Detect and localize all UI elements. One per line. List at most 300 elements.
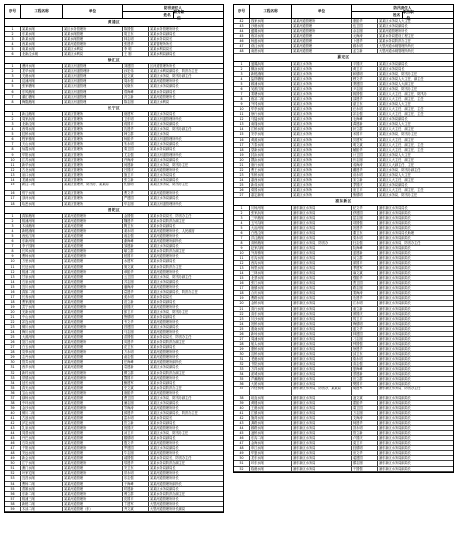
row-unit: 某某区管理所: [63, 132, 123, 136]
row-unit: 某某区水务所: [292, 122, 352, 126]
row-person: 汤卫平: [123, 431, 149, 435]
row-unit: 某某河道管理: [63, 300, 123, 304]
row-no: 26: [234, 188, 250, 192]
row-name: 望新水闸: [250, 148, 292, 152]
row-position: 某某区水务局副局长: [150, 486, 179, 491]
row-person: 喻立群: [123, 249, 149, 253]
row-unit: 某某河道管理: [63, 224, 123, 228]
row-no: 40: [234, 406, 250, 410]
row-position: 某某区人大主任、副主任、主任: [379, 147, 424, 152]
row-person: 魏建华: [123, 219, 149, 223]
row-position: 某某水务局防汛办副主任: [150, 491, 186, 496]
row-name: 川杨河闸: [250, 206, 292, 210]
row-person: 卢国庆: [352, 436, 378, 440]
row-position: 某某水务局防汛办副主任: [150, 370, 186, 375]
row-position: 某某水务局防汛办主任: [150, 264, 182, 269]
row-unit: 某某河道管理: [63, 265, 123, 269]
row-unit: 某某河道管理: [63, 381, 123, 385]
row-unit: 浦东新区水务局: [292, 367, 352, 371]
row-position: 某某河道管理所副所长: [150, 239, 182, 244]
row-person: 邵建华: [352, 97, 378, 101]
row-person: 席国平: [352, 261, 378, 265]
row-no: 22: [234, 312, 250, 316]
table-row: [234, 467, 453, 472]
row-name: 武宁水闸: [21, 305, 63, 309]
row-unit: 浦东新区水务局: [292, 276, 352, 280]
header-unit: 单位: [292, 5, 352, 18]
row-no: 14: [234, 271, 250, 275]
row-unit: 某某河道管理所: [63, 492, 123, 496]
row-unit: 某某河道管理所: [292, 29, 352, 33]
row-no: 5: [5, 47, 21, 51]
row-name: 大治河闸: [250, 226, 292, 230]
row-person: 郎卫平: [123, 310, 149, 314]
row-name: 桃浦二闸: [21, 270, 63, 274]
row-person: 伏志刚: [352, 158, 378, 162]
row-person: 顾永明: [352, 44, 378, 48]
row-no: 5: [5, 84, 21, 88]
row-unit: 浦东新区水务局: [292, 226, 352, 230]
row-position: 大型河道水闸管理所所长: [379, 44, 415, 49]
table-row: [5, 183, 223, 192]
row-no: 1: [5, 27, 21, 31]
row-position: 某某区水务局、防汛办主任: [150, 182, 189, 186]
row-no: 12: [234, 261, 250, 265]
row-name: 宜川水闸: [21, 285, 63, 289]
row-no: 14: [234, 127, 250, 131]
row-person: 冯立新: [123, 95, 149, 99]
row-position: 浦东新区水务局副局长: [379, 377, 411, 382]
row-name: 岚皋水闸: [21, 350, 63, 354]
row-unit: 浦东新区水务局: [292, 246, 352, 250]
row-person: 鲁德明: [123, 315, 149, 319]
row-unit: 浦东新区水务局: [292, 396, 352, 400]
row-name: 龙华水闸: [21, 69, 63, 73]
row-no: 26: [234, 332, 250, 336]
row-position: 浦东新区水务局副局长: [379, 220, 411, 225]
row-person: 奚永明: [123, 295, 149, 299]
row-position: 某某水务局防汛办主任: [379, 39, 411, 44]
row-no: 17: [5, 196, 21, 200]
row-position: 浦东新区水务局副局长: [379, 461, 411, 466]
row-no: 56: [5, 492, 21, 496]
row-position: 某某区人大主任、副主任、主任: [379, 188, 424, 192]
row-position: 某某水务局副局长: [150, 299, 176, 304]
row-name: 申江水闸: [250, 446, 292, 450]
row-name: 戬浜水闸: [250, 158, 292, 162]
row-no: 47: [234, 44, 250, 48]
row-no: 1: [5, 64, 21, 68]
row-person: 华志刚: [123, 202, 149, 206]
row-unit: 浦东新区水务局: [292, 307, 352, 311]
row-name: 金海水闸: [250, 441, 292, 445]
row-name: 石泉水闸: [21, 280, 63, 284]
row-unit: 某某区水务所: [292, 62, 352, 66]
row-unit: 某某河道管理: [63, 416, 123, 420]
row-person: 水建军: [123, 259, 149, 263]
row-position: 浦东新区水务局副局长: [379, 301, 411, 306]
row-position: 浦东新区水务局副局长: [379, 261, 411, 266]
row-person: 鲍建军: [123, 381, 149, 385]
row-position: 某某区人大主任、副主任: [379, 127, 415, 132]
row-position: 某某河道管理所所长: [150, 254, 179, 259]
row-name: 祁连水闸: [21, 320, 63, 324]
row-person: 穆文华: [352, 77, 378, 81]
row-name: 礼泉水闸: [21, 426, 63, 430]
row-position: 某某区水务局副局长: [150, 244, 179, 249]
row-unit: 某某河道管理: [63, 482, 123, 486]
row-no: 48: [5, 451, 21, 455]
row-name: 南泗水闸: [250, 49, 292, 53]
row-unit: 某某区管理所: [63, 112, 123, 116]
row-name: 东沟二闸: [250, 436, 292, 440]
row-name: 张家塘闸: [21, 84, 63, 88]
row-no: 36: [5, 391, 21, 395]
row-unit: 某某河道管理: [63, 466, 123, 470]
row-position: 某某区河道管理所所长: [150, 117, 182, 122]
row-name: 西虬江闸: [21, 234, 63, 238]
row-position: 浦东新区水务局副局长: [379, 382, 411, 387]
row-person: 张建华: [123, 42, 149, 46]
row-unit: 浦东新区水务局: [292, 256, 352, 260]
row-name: 绥宁水闸: [21, 191, 63, 195]
row-no: 42: [234, 416, 250, 420]
row-person: 王 刚: [123, 52, 149, 56]
row-name: 赵家沟闸: [250, 246, 292, 250]
row-person: 元海涛: [352, 34, 378, 38]
row-name: 白玉水闸: [21, 345, 63, 349]
row-no: 8: [5, 147, 21, 151]
row-no: 7: [234, 92, 250, 96]
row-name: 蕴藻水闸: [250, 29, 292, 33]
row-no: 35: [5, 386, 21, 390]
row-name: 北蔡水闸: [250, 276, 292, 280]
row-position: 某某区水利局: [150, 99, 170, 104]
row-no: 10: [234, 107, 250, 111]
row-person: 平国庆: [352, 62, 378, 66]
row-unit: 某某河道管理: [63, 330, 123, 334]
row-unit: 某某区管理所: [63, 168, 123, 172]
row-unit: 浦东新区水务局: [292, 352, 352, 356]
row-name: 新成水闸: [250, 183, 292, 187]
row-position: 浦东新区水务局副局长: [379, 416, 411, 421]
row-unit: 某某区河道管理: [63, 74, 123, 78]
row-no: 34: [234, 372, 250, 376]
row-position: 某某区水务局副局长: [150, 84, 179, 89]
row-name: 菊园水闸: [250, 188, 292, 192]
row-no: 17: [234, 286, 250, 290]
row-unit: 某某区水务所: [292, 148, 352, 152]
row-no: 45: [234, 431, 250, 435]
row-unit: 某某河道管理所: [63, 219, 123, 223]
row-position: 某某区人大主任、副主任: [379, 177, 415, 182]
row-name: 东新河闸: [21, 239, 63, 243]
row-unit: 浦东新区水务局: [292, 301, 352, 305]
row-person: 苗国强: [123, 335, 149, 339]
row-name: 古浪水闸: [21, 416, 63, 420]
row-no: 10: [5, 158, 21, 162]
row-person: 麻文斌: [352, 271, 378, 275]
row-name: 荻泾水闸: [250, 44, 292, 48]
row-name: 安远水闸: [21, 451, 63, 455]
row-no: 7: [5, 244, 21, 248]
row-unit: 浦东新区水务局: [292, 266, 352, 270]
row-unit: 浦东新区水务局、防汛办、某某局: [292, 387, 352, 395]
row-name: 泥城水闸: [250, 372, 292, 376]
row-no: 15: [234, 276, 250, 280]
row-position: 浦东新区水务局副局长: [379, 276, 411, 281]
row-name: 千阳水闸: [21, 446, 63, 450]
row-person: 蔡建新: [352, 372, 378, 376]
row-no: 5: [234, 226, 250, 230]
row-unit: 浦东新区水务局: [292, 251, 352, 255]
row-position: 某某水务管理所所长: [150, 26, 179, 31]
row-no: 16: [5, 290, 21, 294]
row-person: 唐振华: [123, 391, 149, 395]
row-person: 黄卫平: [352, 67, 378, 71]
row-person: 萧建国: [352, 82, 378, 86]
row-unit: 某某区管理所: [63, 196, 123, 200]
row-person: 费卫国: [123, 396, 149, 400]
row-position: 某某水利局副局长: [150, 51, 176, 56]
row-unit: 某某区水务所: [292, 97, 352, 101]
row-unit: 某某河道管理: [63, 259, 123, 263]
row-unit: 某某河道管理所: [63, 461, 123, 465]
row-position: 某某区水务局副局长: [379, 61, 408, 66]
row-unit: 某某河道管理: [63, 295, 123, 299]
header-unit: 单位: [63, 5, 123, 18]
row-no: 15: [5, 285, 21, 289]
row-person: 宋立新: [352, 178, 378, 182]
row-no: 11: [5, 265, 21, 269]
row-name: 叶家宅闸: [21, 471, 63, 475]
row-no: 52: [5, 471, 21, 475]
row-person: 卫东明: [123, 117, 149, 121]
row-unit: 某某河道管理所: [63, 376, 123, 380]
row-person: 金国强: [123, 214, 149, 218]
row-unit: 浦东新区水务局: [292, 377, 352, 381]
row-position: 某某河道管理所副所长: [150, 360, 182, 365]
row-person: 姚国强: [352, 92, 378, 96]
row-name: 东沟水闸: [250, 256, 292, 260]
row-name: 外冈水闸: [250, 102, 292, 106]
row-no: 52: [234, 467, 250, 471]
row-person: 胡卫东: [123, 32, 149, 36]
row-name: 黄楼水闸: [250, 401, 292, 405]
row-position: 某某河道管理所所长: [150, 269, 179, 274]
row-no: 18: [234, 148, 250, 152]
row-person: 杨振华: [123, 137, 149, 141]
row-no: 2: [5, 117, 21, 121]
row-name: 华亭水闸: [250, 107, 292, 111]
row-position: 浦东新区水务局副局长: [379, 372, 411, 377]
row-no: 46: [234, 436, 250, 440]
row-position: 浦东新区水务局副局长: [379, 321, 411, 326]
row-person: 成海涛: [352, 163, 378, 167]
row-position: 浦东新区水务局副局长: [379, 351, 411, 356]
row-position: 浦东新区水务局副局长: [379, 215, 411, 220]
section-title: 黄浦区: [5, 19, 223, 27]
row-no: 6: [234, 231, 250, 235]
row-no: 5: [5, 234, 21, 238]
row-position: 某某水务局副局长: [150, 466, 176, 471]
row-unit: 某某区水务所: [292, 112, 352, 116]
row-person: 戚志强: [123, 234, 149, 238]
row-unit: 某某区水利局: [63, 47, 123, 51]
row-unit: 浦东新区水务局: [292, 322, 352, 326]
row-position: 某某河道管理所所长: [150, 284, 179, 289]
row-unit: 某某区河道管理: [63, 64, 123, 68]
row-person: 花卫东: [123, 345, 149, 349]
row-person: 支海涛: [352, 416, 378, 420]
row-person: 蒋国平: [123, 122, 149, 126]
row-person: 廉志刚: [123, 401, 149, 405]
row-position: 某某河道管理所所长: [150, 375, 179, 380]
row-unit: 某某河道管理: [63, 451, 123, 455]
row-position: 浦东新区水务局副局长: [379, 341, 411, 346]
row-name: 安亭水闸: [250, 132, 292, 136]
row-no: 6: [5, 137, 21, 141]
row-no: 10: [234, 251, 250, 255]
row-no: 28: [5, 350, 21, 354]
row-no: 44: [5, 431, 21, 435]
row-no: 22: [234, 168, 250, 172]
row-person: 周永强: [123, 79, 149, 83]
row-person: 吕国庆: [123, 168, 149, 172]
row-name: 蕰藻浜闸: [250, 62, 292, 66]
row-person: 骆永明: [352, 357, 378, 361]
row-person: 汪永明: [352, 107, 378, 111]
row-name: 徐行水闸: [250, 112, 292, 116]
row-name: 合庆水闸: [250, 291, 292, 295]
row-unit: 某某区水务所: [292, 143, 352, 147]
row-name: 木渎港闸: [21, 224, 63, 228]
row-unit: 某某区水务所: [292, 82, 352, 86]
row-person: 尤志强: [123, 153, 149, 157]
row-position: 某某区水务局副局长、防汛办主任: [150, 410, 198, 415]
row-person: 孙宏伟: [123, 69, 149, 73]
row-position: 某某水务局副局长: [150, 259, 176, 264]
row-no: 29: [5, 355, 21, 359]
row-unit: 某某河道管理: [292, 24, 352, 28]
row-person: 谢海峰: [123, 239, 149, 243]
row-person: 朱永明: [123, 142, 149, 146]
row-person: 徐建华: [352, 347, 378, 351]
row-person: 禹建新: [352, 122, 378, 126]
row-unit: 浦东新区水务局: [292, 231, 352, 235]
row-unit: 某某河道管理: [63, 421, 123, 425]
row-position: 浦东新区水务局副局长: [379, 362, 411, 367]
row-no: 23: [234, 173, 250, 177]
row-position: 浦东新区水务局副局长: [379, 367, 411, 372]
row-no: 30: [234, 352, 250, 356]
row-position: 某某区水务局副局长: [379, 182, 408, 187]
row-position: 浦东新区水务局局长助理: [379, 230, 415, 235]
row-no: 11: [234, 256, 250, 260]
row-unit: 某某区管理所、防汛办、某某局: [63, 183, 123, 191]
row-unit: 某某区管理所: [63, 142, 123, 146]
row-position: 某某区水务局、防汛办主任: [150, 162, 189, 167]
row-name: 北新泾闸: [21, 122, 63, 126]
row-person: 屈志刚: [352, 216, 378, 220]
row-unit: 某某区管理所: [63, 163, 123, 167]
row-no: 20: [234, 301, 250, 305]
row-person: 盛文华: [352, 327, 378, 331]
row-unit: 某某区水务所: [292, 153, 352, 157]
row-position: 浦东新区水务局副局长: [379, 466, 411, 471]
row-person: 邱卫东: [352, 352, 378, 356]
row-name: 剑河水闸: [21, 196, 63, 200]
row-person: 时建新: [123, 487, 149, 491]
row-person: 倪国庆: [123, 426, 149, 430]
row-position: 浦东新区水务局副局长: [379, 266, 411, 271]
row-unit: 某某河道管理: [292, 34, 352, 38]
row-person: 俞志强: [123, 355, 149, 359]
header-group-title: 防汛责任人: [123, 5, 223, 12]
row-no: 18: [234, 291, 250, 295]
row-person: 童立新: [352, 307, 378, 311]
row-unit: 某某区河道管理: [63, 84, 123, 88]
row-person: 昝永明: [352, 426, 378, 430]
row-position: 某某水务局局长: [150, 415, 173, 420]
row-position: 浦东新区水务局副局长: [379, 346, 411, 351]
row-unit: 某某区水务所: [292, 127, 352, 131]
row-person: 梅德明: [352, 322, 378, 326]
row-name: 江镇水闸: [250, 411, 292, 415]
row-unit: 某某河道管理: [63, 275, 123, 279]
row-no: 49: [5, 456, 21, 460]
row-person: 虞卫国: [352, 406, 378, 410]
row-unit: 某某河道管理所: [63, 249, 123, 253]
row-unit: 某某河道管理所: [63, 340, 123, 344]
row-name: 横沥水闸: [250, 67, 292, 71]
row-unit: 某某河道管理: [63, 355, 123, 359]
row-unit: 浦东新区水务局: [292, 332, 352, 336]
row-position: 某某区水务局、防汛办主任: [150, 431, 189, 436]
row-person: 张立新: [123, 178, 149, 182]
row-person: 安卫东: [123, 466, 149, 470]
row-person: 和德明: [352, 72, 378, 76]
row-position: 某某河道管理所所长: [379, 29, 408, 34]
row-unit: 某某河道管理所: [63, 270, 123, 274]
header-person-name: 姓名: [162, 12, 174, 18]
row-name: 新泾港闸: [21, 112, 63, 116]
row-position: 某某河道管理所所长、人民政府: [150, 229, 195, 234]
row-no: 27: [234, 337, 250, 341]
row-name: 朱桥水闸: [250, 173, 292, 177]
row-name: 金桥水闸: [250, 301, 292, 305]
row-name: 万里水闸: [21, 259, 63, 263]
row-no: 41: [234, 411, 250, 415]
row-position: 某某区水务局人大副主任: [379, 82, 415, 87]
row-no: 37: [5, 396, 21, 400]
header-name: 工程名称: [21, 5, 63, 18]
row-position: 某某河道管理所所长: [150, 167, 179, 172]
row-unit: 浦东新区水务局: [292, 372, 352, 376]
row-person: 吴晓东: [123, 84, 149, 88]
row-unit: 浦东新区水务局: [292, 342, 352, 346]
row-no: 1: [234, 206, 250, 210]
row-person: 沈建华: [123, 127, 149, 131]
row-position: 某某区人大主任、副主任: [379, 157, 415, 162]
row-unit: 某某河道管理: [63, 360, 123, 364]
row-position: 某某水务局局长、防汛办主任: [150, 335, 192, 340]
row-no: 8: [234, 241, 250, 245]
row-unit: 某某水闸管理: [63, 32, 123, 36]
row-no: 59: [5, 507, 21, 511]
row-person: 皮国平: [123, 497, 149, 501]
row-unit: 某某河道管理所: [63, 471, 123, 475]
